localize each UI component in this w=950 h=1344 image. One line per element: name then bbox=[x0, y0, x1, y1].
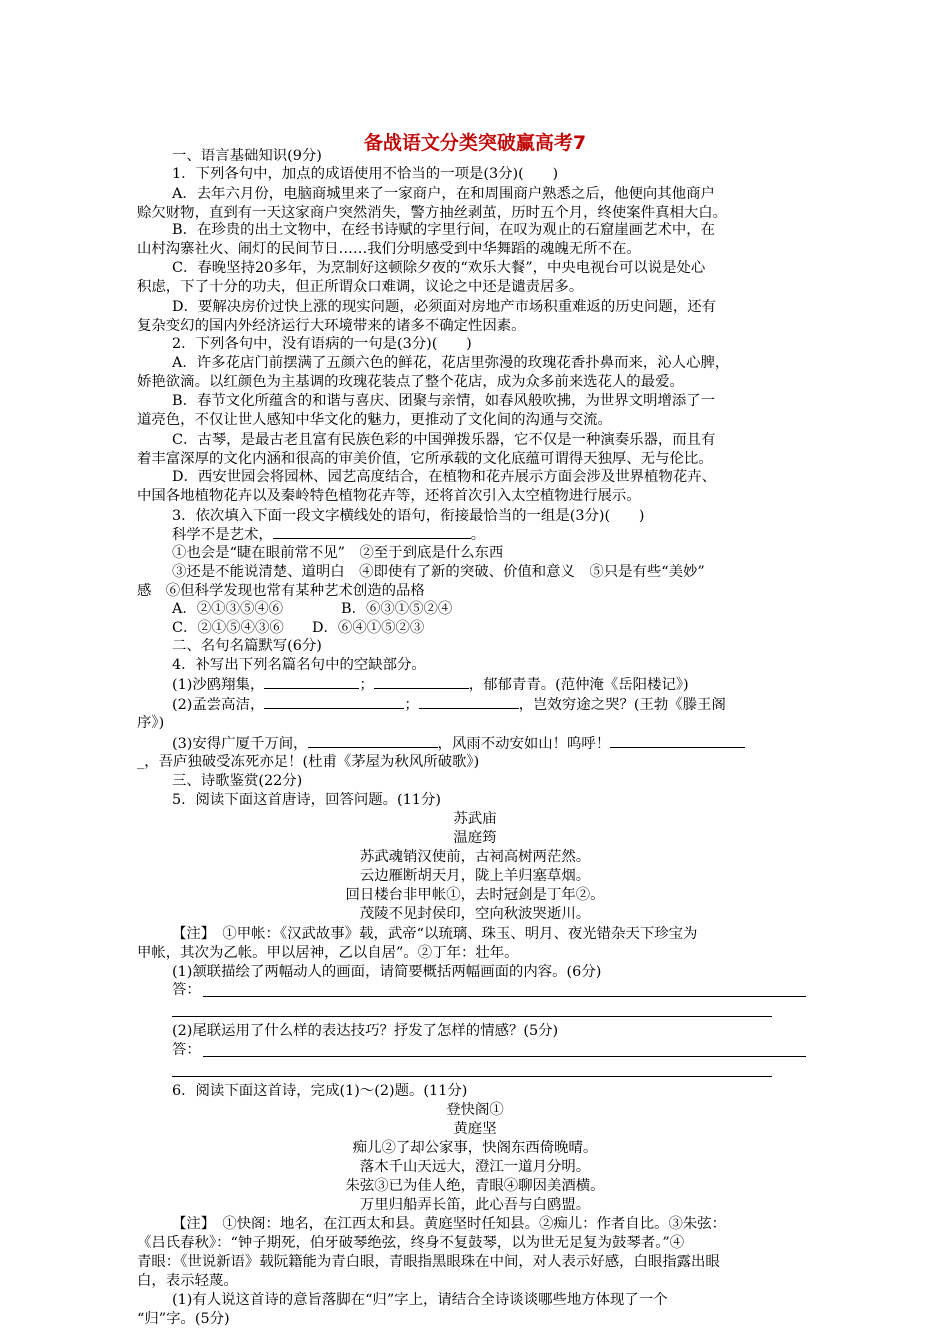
q4-blank bbox=[264, 674, 359, 689]
q4-item-3 bbox=[172, 733, 852, 754]
answer-line bbox=[203, 1056, 806, 1057]
q1-option-c-line1: C．春晚坚持20多年，为烹制好这顿除夕夜的“欢乐大餐”，中央电视台可以说是处心 bbox=[172, 260, 706, 276]
poem-note-line2: 甲帐，其次为乙帐。甲以居神，乙以自居”。②丁年：壮年。 bbox=[137, 945, 519, 961]
q2-option-b-line1: B．春节文化所蕴含的和谐与喜庆、团聚与亲情，如春风般吹拂，为世界文明增添了一 bbox=[172, 393, 716, 409]
q2-option-c-line1: C．古琴，是最古老且富有民族色彩的中国弹拨乐器，它不仅是一种演奏乐器，而且有 bbox=[172, 432, 716, 448]
q4-blank bbox=[610, 733, 745, 748]
q1-option-a-line1: A．去年六月份，电脑商城里来了一家商户，在和周围商户熟悉之后，他便向其他商户 bbox=[172, 186, 715, 202]
poem-note-line1: 【注】 ①快阁：地名，在江西太和县。黄庭坚时任知县。②痴儿：作者自比。③朱弦： bbox=[172, 1216, 727, 1232]
q1-option-a-line2: 赊欠财物，直到有一天这家商户突然消失，警方抽丝剥茧，历时五个月，终使案件真相大白。 bbox=[137, 205, 728, 221]
q2-option-a-line2: 娇艳欲滴。以红颜色为主基调的玫瑰花装点了整个花店，成为众多前来选花人的最爱。 bbox=[137, 374, 684, 390]
poem-title: 苏武庙 bbox=[453, 811, 497, 827]
answer-label: 答： bbox=[172, 1042, 201, 1058]
q2-option-a-line1: A．许多花店门前摆满了五颜六色的鲜花，花店里弥漫的玫瑰花香扑鼻而来，沁人心脾， bbox=[172, 355, 730, 371]
q2-option-c-line2: 着丰富深厚的文化内涵和很高的审美价值，它所承载的文化底蕴可谓得天独厚、无与伦比。 bbox=[137, 451, 713, 467]
q3-stem bbox=[172, 524, 852, 545]
poem-note-line3: 青眼：《世说新语》载阮籍能为青白眼，青眼指黑眼珠在中间，对人表示好感，白眼指露出眼 bbox=[137, 1254, 720, 1270]
section-heading: 三、诗歌鉴赏(22分) bbox=[172, 773, 303, 789]
q4-item-2-text: (2)孟尝高洁， bbox=[172, 697, 265, 713]
q1-option-b-line1: B．在珍贵的出土文物中，在经书诗赋的字里行间，在叹为观止的石窟崖画艺术中，在 bbox=[172, 222, 716, 238]
poem-title: 登快阁① bbox=[446, 1102, 504, 1118]
q3-stem-text: 科学不是艺术， bbox=[172, 527, 273, 543]
answer-label: 答： bbox=[172, 982, 201, 998]
poem-line: 苏武魂销汉使前，古祠高树两茫然。 bbox=[359, 849, 591, 865]
poem-line: 万里归船弄长笛，此心吾与白鸥盟。 bbox=[359, 1197, 591, 1213]
q3-blank bbox=[273, 524, 471, 539]
q4-item-1-text: (1)沙鸥翔集， bbox=[172, 677, 265, 693]
q4-item-1-source: ，郁郁青青。(范仲淹《岳阳楼记》) bbox=[468, 677, 689, 693]
question-2: 2．下列各句中，没有语病的一句是(3分)( ) bbox=[172, 336, 472, 352]
answer-line bbox=[172, 1076, 772, 1077]
q3-option-b: B．⑥③①⑤②④ bbox=[341, 601, 453, 617]
q3-stem-end: 。 bbox=[470, 527, 486, 543]
q4-blank bbox=[264, 694, 404, 709]
q4-blank bbox=[374, 674, 469, 689]
poem-note-line4: 白，表示轻蔑。 bbox=[137, 1273, 238, 1289]
q5-sub-1: (1)颔联描绘了两幅动人的画面，请简要概括两幅画面的内容。(6分) bbox=[172, 964, 602, 980]
answer-line bbox=[172, 1016, 772, 1017]
q4-separator: ； bbox=[404, 697, 419, 713]
q4-item-2-cont: 序》) bbox=[137, 715, 165, 731]
q3-items-line2: ③还是不能说清楚、道明白 ④即使有了新的突破、价值和意义 ⑤只是有些“美妙” bbox=[172, 564, 705, 580]
q4-blank bbox=[419, 694, 519, 709]
q1-option-d-line1: D．要解决房价过快上涨的现实问题，必须面对房地产市场积重难返的历史问题，还有 bbox=[172, 299, 716, 315]
question-6: 6．阅读下面这首诗，完成(1)～(2)题。(11分) bbox=[172, 1083, 468, 1099]
q4-item-2-source: ，岂效穷途之哭？(王勃《滕王阁 bbox=[518, 697, 726, 713]
poem-line: 回日楼台非甲帐①，去时冠剑是丁年②。 bbox=[345, 887, 605, 903]
q6-sub-1-line1: (1)有人说这首诗的意旨落脚在“归”字上，请结合全诗谈谈哪些地方体现了一个 bbox=[172, 1292, 668, 1308]
q4-blank bbox=[308, 733, 438, 748]
q3-option-a: A．②①③⑤④⑥ bbox=[172, 601, 284, 617]
q4-item-2 bbox=[172, 694, 852, 715]
q4-item-3-mid: ，风雨不动安如山！呜呼！ bbox=[437, 736, 611, 752]
section-heading: 一、语言基础知识(9分) bbox=[172, 148, 322, 164]
poem-note-line1: 【注】 ①甲帐：《汉武故事》载，武帝“以琉璃、珠玉、明月、夜光错杂天下珍宝为 bbox=[172, 926, 698, 942]
q5-sub-2: (2)尾联运用了什么样的表达技巧？抒发了怎样的情感？(5分) bbox=[172, 1023, 559, 1039]
question-4: 4．补写出下列名篇名句中的空缺部分。 bbox=[172, 657, 426, 673]
question-3: 3．依次填入下面一段文字横线处的语句，衔接最恰当的一组是(3分)( ) bbox=[172, 508, 645, 524]
q4-item-3-cont: _，吾庐独破受冻死亦足！(杜甫《茅屋为秋风所破歌》) bbox=[137, 754, 480, 770]
q1-option-d-line2: 复杂变幻的国内外经济运行大环境带来的诸多不确定性因素。 bbox=[137, 318, 526, 334]
poem-line: 云边雁断胡天月，陇上羊归塞草烟。 bbox=[359, 868, 591, 884]
question-1: 1．下列各句中，加点的成语使用不恰当的一项是(3分)( ) bbox=[172, 166, 559, 182]
poem-line: 痴儿②了却公家事，快阁东西倚晚晴。 bbox=[352, 1140, 598, 1156]
answer-line bbox=[203, 996, 806, 997]
q4-item-3-text: (3)安得广厦千万间， bbox=[172, 736, 308, 752]
q6-sub-1-line2: “归”字。(5分) bbox=[137, 1311, 230, 1327]
q2-option-b-line2: 道亮色，不仅让世人感知中华文化的魅力，更推动了文化间的沟通与交流。 bbox=[137, 412, 612, 428]
poem-author: 温庭筠 bbox=[453, 830, 497, 846]
q4-item-1 bbox=[172, 674, 852, 695]
q3-option-d: D．⑥④①⑤②③ bbox=[312, 620, 425, 636]
q3-option-c: C．②①⑤④③⑥ bbox=[172, 620, 284, 636]
poem-line: 落木千山天远大，澄江一道月分明。 bbox=[359, 1159, 591, 1175]
q3-items-line3: 感 ⑥但科学发现也常有某种艺术创造的品格 bbox=[137, 583, 425, 599]
poem-line: 朱弦③已为佳人绝，青眼④聊因美酒横。 bbox=[345, 1178, 605, 1194]
page-title: 备战语文分类突破赢高考7 bbox=[363, 132, 587, 154]
q2-option-d-line2: 中国各地植物花卉以及秦岭特色植物花卉等，还将首次引入太空植物进行展示。 bbox=[137, 488, 641, 504]
section-heading: 二、名句名篇默写(6分) bbox=[172, 638, 322, 654]
question-5: 5．阅读下面这首唐诗，回答问题。(11分) bbox=[172, 792, 441, 808]
q3-items-line1: ①也会是“睫在眼前常不见” ②至于到底是什么东西 bbox=[172, 545, 504, 561]
poem-line: 茂陵不见封侯印，空向秋波哭逝川。 bbox=[359, 906, 591, 922]
q1-option-c-line2: 积虑，下了十分的功夫，但正所谓众口难调，议论之中还是谴责居多。 bbox=[137, 279, 584, 295]
q1-option-b-line2: 山村沟寨社火、闹灯的民间节日……我们分明感受到中华舞蹈的魂魄无所不在。 bbox=[137, 241, 641, 257]
poem-note-line2: 《吕氏春秋》：“钟子期死，伯牙破琴绝弦，终身不复鼓琴，以为世无足复为鼓琴者。”④ bbox=[137, 1235, 685, 1251]
q2-option-d-line1: D．西安世园会将园林、园艺高度结合，在植物和花卉展示方面会涉及世界植物花卉、 bbox=[172, 469, 716, 485]
q4-separator: ； bbox=[359, 677, 374, 693]
poem-author: 黄庭坚 bbox=[453, 1121, 497, 1137]
